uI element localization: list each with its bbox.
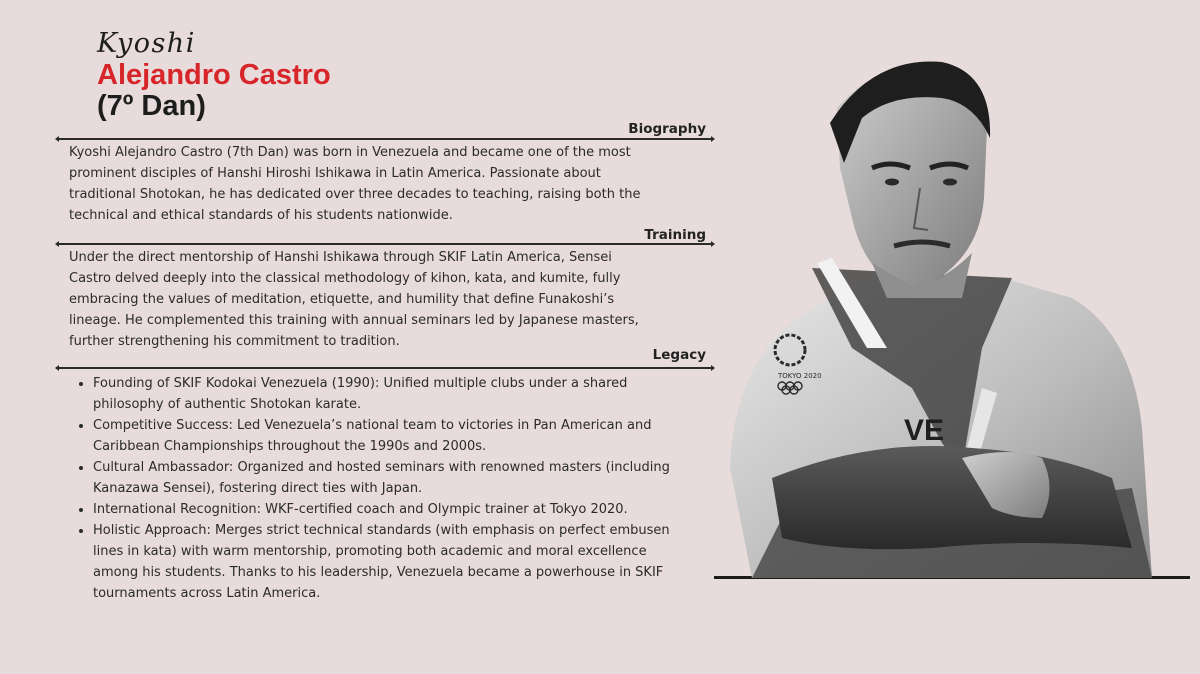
legacy-divider — [58, 367, 712, 369]
legacy-item-cultural: • Cultural Ambassador: Organized and hosted seminars with renowned masters (including Kanazawa Sensei), fostering direct ties with Japan. — [93, 457, 673, 499]
title-eyebrow: Kyoshi — [97, 28, 196, 59]
legacy-item-recognition: • International Recognition: WKF-certified coach and Olympic trainer at Tokyo 2020. — [93, 499, 673, 520]
eye-left — [885, 179, 899, 186]
biography-text: Kyoshi Alejandro Castro (7th Dan) was born in Venezuela and became one of the most prominent disciples of Hanshi Hiroshi Ishikawa in Latin America. Passionate about traditional Shotokan, he has dedicated over three decades to teaching, raising both the technical and ethical standards of his students nationwide. — [69, 145, 641, 223]
portrait-photo — [712, 48, 1190, 582]
training-divider — [58, 243, 712, 245]
title-name: Alejandro Castro — [97, 59, 331, 91]
biography-header: Biography — [628, 121, 706, 137]
title-block — [97, 28, 331, 122]
legacy-item-competitive: • Competitive Success: Led Venezuela’s national team to victories in Pan American and Caribbean Championships throughout the 1990s and 2000s. — [93, 415, 673, 457]
legacy-header: Legacy — [652, 347, 706, 363]
training-header: Training — [644, 227, 706, 243]
legacy-item-holistic: • Holistic Approach: Merges strict technical standards (with emphasis on perfect embusen lines in kata) with warm mentorship, promoting both academic and moral excellence among his students. Thanks to his leadership, Venezuela became a powerhouse in SKIF tournaments across Latin America. — [93, 520, 673, 604]
training-text: Under the direct mentorship of Hanshi Ishikawa through SKIF Latin America, Sensei Castro delved deeply into the classical methodology of kihon, kata, and kumite, fully embracing the values of meditation, etiquette, and humility that define Funakoshi’s lineage. He complemented this training with annual seminars led by Japanese masters, further strengthening his commitment to tradition. — [69, 250, 639, 349]
biography-divider — [58, 138, 712, 140]
eye-right — [943, 179, 957, 186]
jacket-lettering: VE — [904, 414, 945, 447]
legacy-list — [69, 373, 673, 604]
title-rank: (7º Dan) — [97, 90, 206, 122]
legacy-item-founding: • Founding of SKIF Kodokai Venezuela (1990): Unified multiple clubs under a shared philosophy of authentic Shotokan karate. — [93, 373, 673, 415]
tokyo-badge-text: TOKYO 2020 — [778, 372, 822, 380]
